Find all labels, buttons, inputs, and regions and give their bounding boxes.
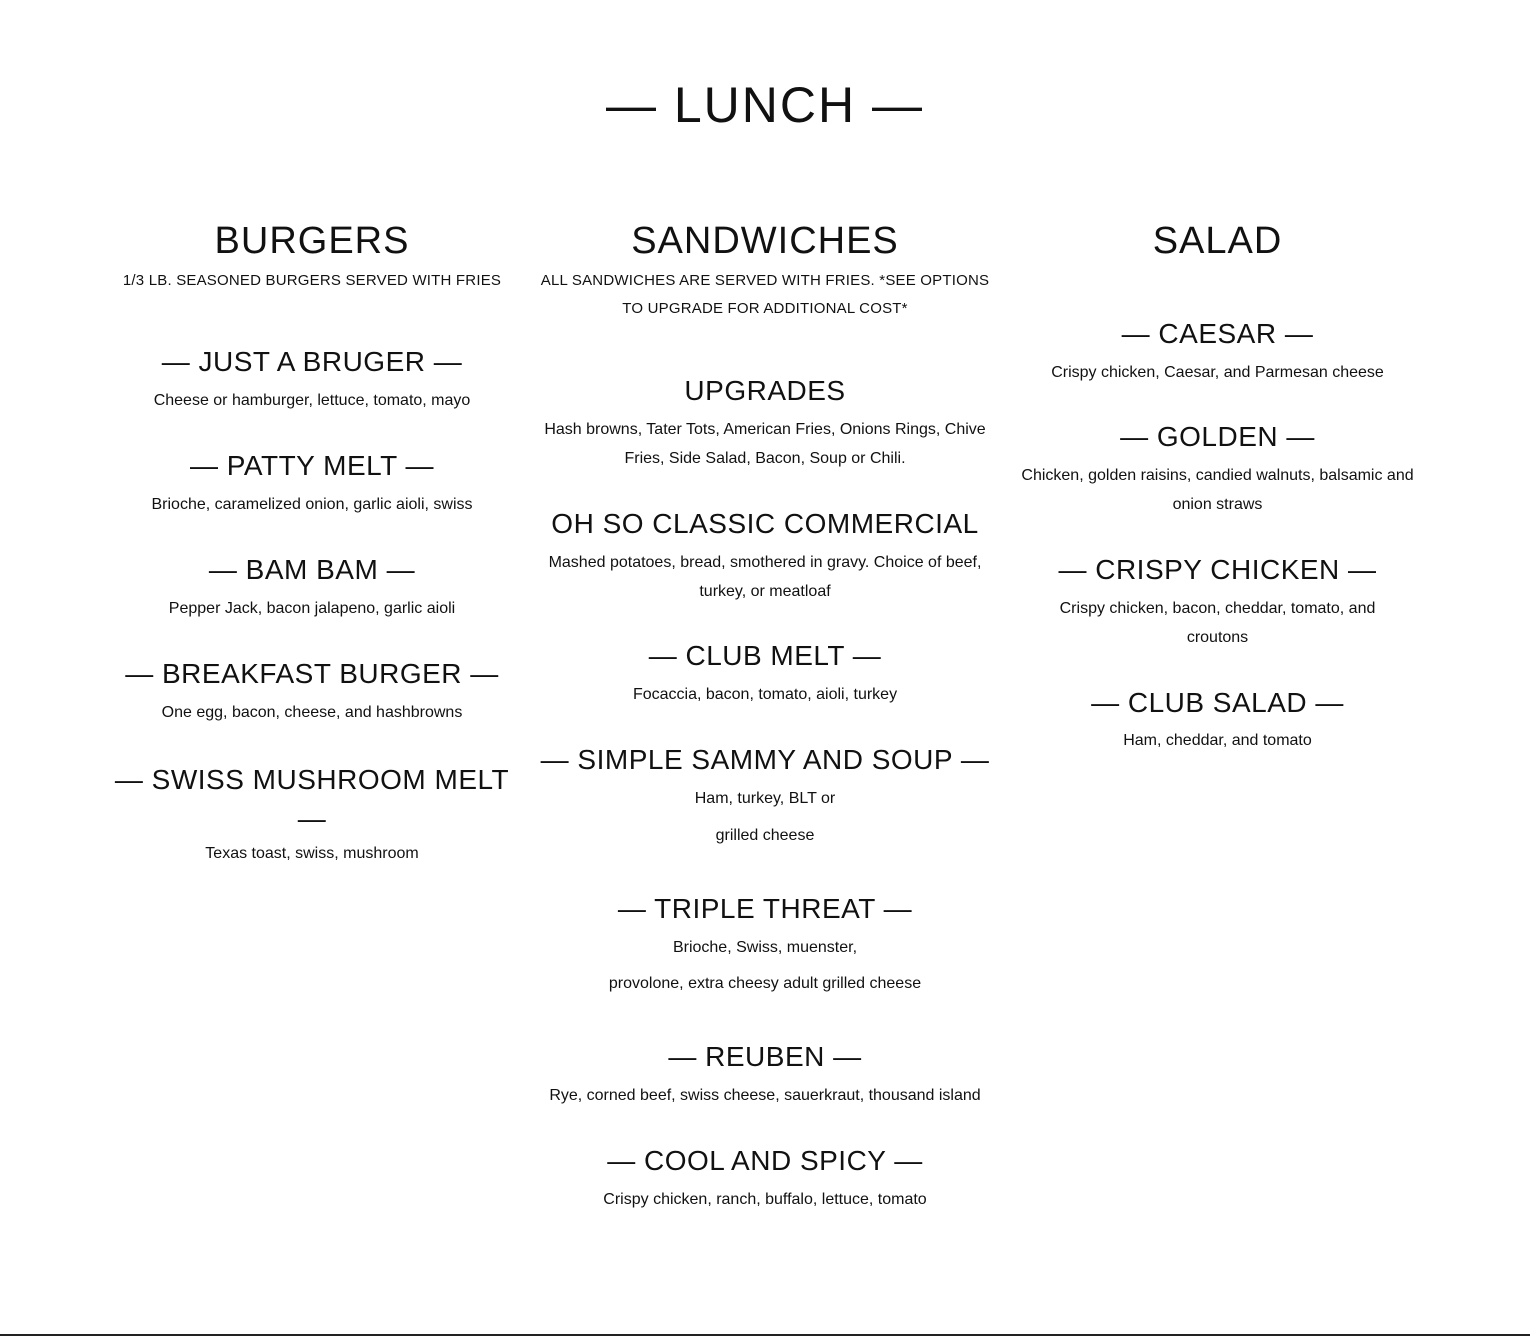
menu-item-name: — SWISS MUSHROOM MELT — (114, 764, 510, 834)
menu-item-description: Brioche, caramelized onion, garlic aioli, swiss (151, 496, 473, 513)
menu-item-name: — CLUB MELT — (648, 640, 882, 671)
menu-item-name: OH SO CLASSIC COMMERCIAL (551, 508, 979, 539)
menu-item-description: Crispy chicken, ranch, buffalo, lettuce, tomato (603, 1191, 927, 1208)
upgrades-title: UPGRADES (684, 375, 846, 406)
menu-item-description: Texas toast, swiss, mushroom (205, 845, 419, 862)
menu-item-description: Brioche, Swiss, muenster, (672, 939, 858, 956)
menu-item-name: — TRIPLE THREAT — (617, 893, 913, 924)
sandwiches-section-title: SANDWICHES (631, 220, 899, 262)
upgrades-description: Hash browns, Tater Tots, American Fries, Onions Rings, Chive Fries, Side Salad, Bacon, Soup or Chili. (544, 421, 986, 467)
menu-item-description: Ham, turkey, BLT or (694, 790, 836, 807)
salad-section-title: SALAD (1152, 220, 1283, 262)
page-title: — LUNCH — (605, 77, 925, 133)
menu-item-name: — PATTY MELT — (189, 450, 434, 481)
menu-item-name: — CLUB SALAD — (1091, 687, 1344, 718)
burgers-section-title: BURGERS (214, 220, 410, 262)
menu-item-name: — COOL AND SPICY — (607, 1145, 923, 1176)
menu-item-name: — SIMPLE SAMMY AND SOUP — (540, 744, 990, 775)
burgers-section-note: 1/3 LB. SEASONED BURGERS SERVED WITH FRIES (122, 272, 502, 289)
menu-item-name: — CRISPY CHICKEN — (1058, 554, 1377, 585)
menu-item-description: Chicken, golden raisins, candied walnuts, balsamic and onion straws (1021, 467, 1414, 513)
menu-item-description: grilled cheese (715, 827, 815, 844)
menu-item-description: Cheese or hamburger, lettuce, tomato, mayo (153, 392, 471, 409)
menu-item-description: Crispy chicken, bacon, cheddar, tomato, and croutons (1059, 600, 1376, 646)
menu-item-name: — BREAKFAST BURGER — (125, 658, 499, 689)
menu-item-description: Rye, corned beef, swiss cheese, sauerkraut, thousand island (549, 1087, 981, 1104)
menu-item-name: — CAESAR — (1121, 318, 1314, 349)
menu-item-description: Crispy chicken, Caesar, and Parmesan cheese (1051, 364, 1384, 381)
menu-item-name: — JUST A BRUGER — (161, 346, 463, 377)
menu-item-description: Ham, cheddar, and tomato (1123, 732, 1312, 749)
menu-item-name: — GOLDEN — (1120, 421, 1315, 452)
menu-item-description: Focaccia, bacon, tomato, aioli, turkey (632, 686, 898, 703)
bottom-divider (0, 1334, 1530, 1336)
menu-item-name: — BAM BAM — (208, 554, 416, 585)
menu-item-description: Mashed potatoes, bread, smothered in gravy. Choice of beef, turkey, or meatloaf (548, 554, 982, 600)
menu-item-description: One egg, bacon, cheese, and hashbrowns (161, 704, 463, 721)
sandwiches-section-note: ALL SANDWICHES ARE SERVED WITH FRIES. *SEE OPTIONS TO UPGRADE FOR ADDITIONAL COST* (540, 272, 990, 317)
menu-item-description: Pepper Jack, bacon jalapeno, garlic aioli (168, 600, 456, 617)
menu-item-name: — REUBEN — (668, 1041, 862, 1072)
menu-item-description: provolone, extra cheesy adult grilled cheese (608, 975, 922, 992)
